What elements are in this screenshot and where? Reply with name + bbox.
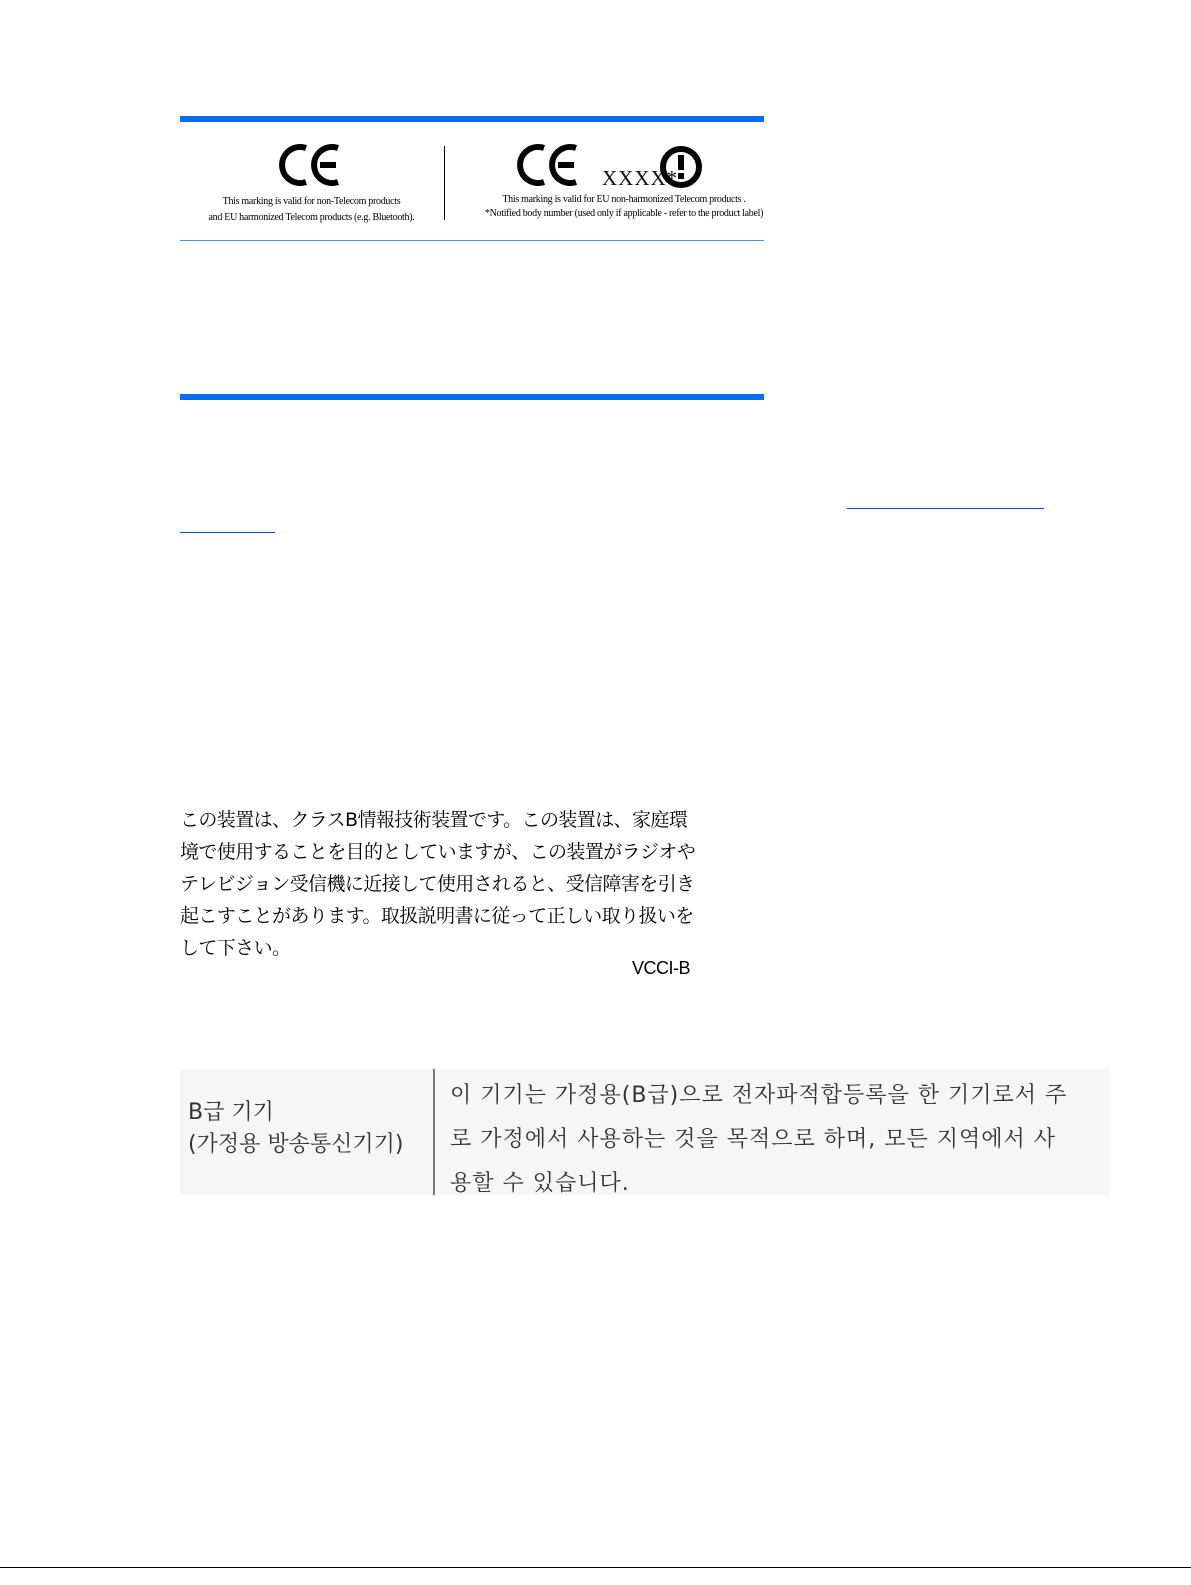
ce-mark-icon: [516, 122, 596, 192]
ce-divider: [444, 146, 445, 220]
korea-class-block: [188, 1097, 403, 1161]
ce-right-block: [456, 122, 792, 220]
section-rule: [180, 394, 764, 400]
vcci-line: テレビジョン受信機に近接して使用されると、受信障害を引き: [180, 873, 695, 895]
ce-right-note-2: *Notified body number (used only if applicable - refer to the product label): [484, 208, 764, 219]
korea-text-line: 로 가정에서 사용하는 것을 목적으로 하며, 모든 지역에서 사: [450, 1127, 1056, 1152]
korea-text-line: 용할 수 있습니다.: [450, 1171, 630, 1196]
hyperlink-underline[interactable]: [847, 508, 1044, 509]
korea-class-label: B급 기기: [188, 1100, 274, 1125]
notified-body-number: XXXX*: [602, 166, 679, 190]
ce-right-mark-row: [456, 122, 792, 192]
vcci-line: この装置は、クラスB情報技術装置です。この装置は、家庭環: [180, 809, 688, 831]
vcci-code: VCCI-B: [632, 958, 691, 978]
korea-text-block: [450, 1074, 1106, 1206]
korea-text-line: 이 기기는 가정용(B급)으로 전자파적합등록을 한 기기로서 주: [450, 1083, 1068, 1108]
alert-sign-icon: [658, 144, 704, 190]
page-bottom-rule: [0, 1567, 1191, 1568]
ce-right-note-1: This marking is valid for EU non-harmonized Telecom products .: [502, 194, 746, 205]
korea-separator: [433, 1069, 435, 1195]
vcci-line: 境で使用することを目的としていますが、この装置がラジオや: [180, 841, 696, 863]
hyperlink-underline-continued[interactable]: [180, 532, 275, 533]
ce-left-note-1: This marking is valid for non-Telecom products: [222, 196, 401, 207]
vcci-line: 起こすことがあります。取扱説明書に従って正しい取り扱いを: [180, 905, 694, 927]
ce-mark-icon: [180, 122, 443, 192]
ce-marking-panel: [180, 122, 790, 240]
vcci-line: して下さい。: [180, 937, 291, 959]
korea-class-sub: (가정용 방송통신기기): [188, 1132, 404, 1157]
korea-notice-box: [180, 1069, 1110, 1195]
ce-left-note-2: and EU harmonized Telecom products (e.g. Bluetooth).: [208, 212, 415, 223]
ce-left-block: [180, 122, 443, 224]
vcci-notice: [180, 804, 696, 964]
ce-bottom-rule: [180, 240, 764, 241]
